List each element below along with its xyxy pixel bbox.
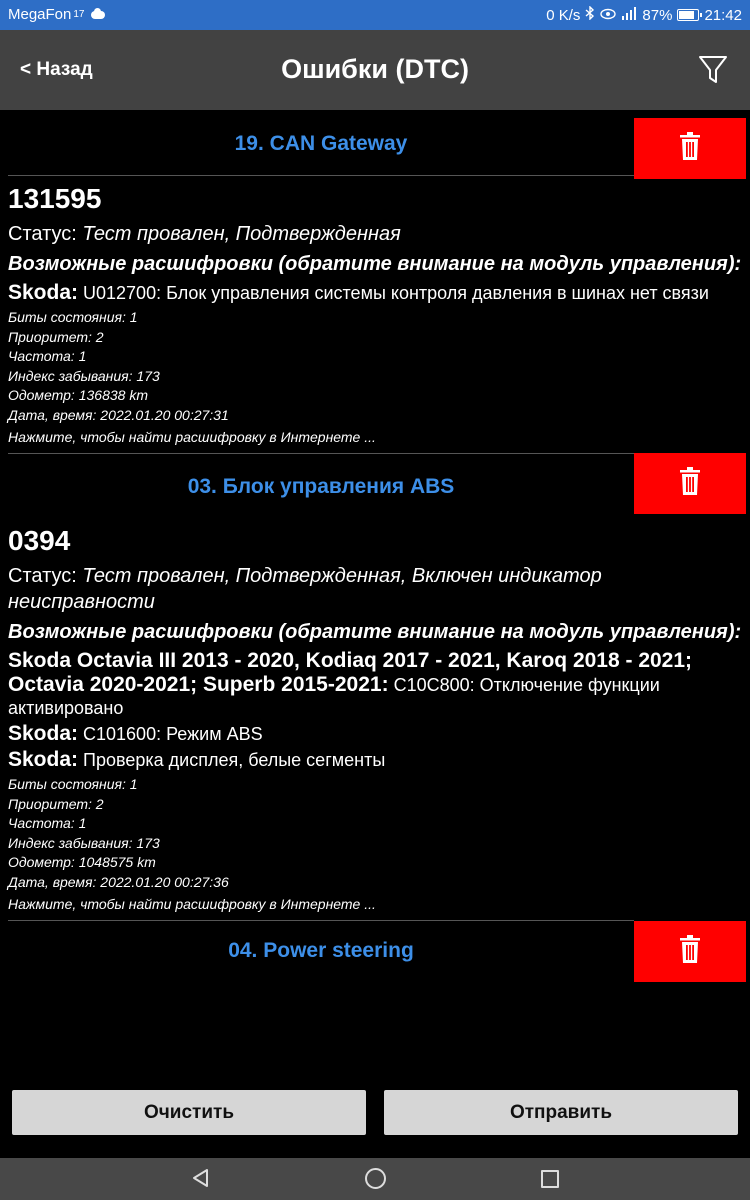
delete-button[interactable] bbox=[634, 118, 746, 179]
cloud-icon bbox=[91, 11, 105, 19]
decode-brand: Skoda Octavia III 2013 - 2020, Kodiaq 2017 - 2021, Karoq 2018 - 2021; Octavia 2020-2021; Superb 2015-2021: bbox=[8, 649, 693, 696]
decode-entry bbox=[8, 649, 742, 720]
nav-home-icon[interactable] bbox=[365, 1168, 386, 1189]
decode-header: Возможные расшифровки (обратите внимание на модуль управления): bbox=[8, 253, 742, 275]
back-button[interactable]: < Назад bbox=[20, 59, 93, 80]
dtc-item[interactable] bbox=[0, 183, 750, 447]
decode-header: Возможные расшифровки (обратите внимание на модуль управления): bbox=[8, 621, 742, 643]
dtc-code: 0394 bbox=[8, 525, 71, 556]
decode-text: C101600: Режим ABS bbox=[78, 724, 263, 744]
filter-icon[interactable] bbox=[698, 54, 728, 86]
signal-note: 17 bbox=[73, 9, 85, 20]
app-header bbox=[0, 30, 750, 110]
search-online-link[interactable]: Нажмите, чтобы найти расшифровку в Интернете ... bbox=[8, 429, 376, 445]
odometer: Одометр: 1048575 km bbox=[8, 854, 156, 870]
decode-entry bbox=[8, 748, 742, 772]
search-online-link[interactable]: Нажмите, чтобы найти расшифровку в Интернете ... bbox=[8, 896, 376, 912]
send-button[interactable]: Отправить bbox=[384, 1090, 738, 1135]
dtc-list[interactable] bbox=[0, 110, 750, 1086]
nav-back-icon[interactable] bbox=[191, 1168, 209, 1193]
status-label: Статус: bbox=[8, 565, 83, 587]
signal-icon bbox=[621, 7, 637, 24]
dtc-code: 131595 bbox=[8, 183, 102, 214]
frequency: Частота: 1 bbox=[8, 348, 87, 364]
clear-button[interactable]: Очистить bbox=[12, 1090, 366, 1135]
navigation-bar bbox=[0, 1158, 750, 1200]
nav-recents-icon[interactable] bbox=[541, 1170, 559, 1188]
clock: 21:42 bbox=[704, 6, 742, 24]
bluetooth-icon bbox=[585, 6, 595, 24]
battery-percent: 87% bbox=[642, 6, 673, 24]
delete-button[interactable] bbox=[634, 453, 746, 514]
status-bar bbox=[0, 0, 750, 30]
module-title[interactable]: 04. Power steering bbox=[228, 939, 414, 962]
status-bits: Биты состояния: 1 bbox=[8, 776, 138, 792]
decode-text: C10C800: Отключение функции активировано bbox=[8, 675, 660, 718]
divider bbox=[8, 175, 634, 176]
decode-text: U012700: Блок управления системы контроля давления в шинах нет связи bbox=[78, 283, 709, 303]
module-title[interactable]: 19. CAN Gateway bbox=[234, 132, 408, 155]
page-title: Ошибки (DTC) bbox=[281, 54, 469, 84]
decode-brand: Skoda: bbox=[8, 722, 79, 745]
decode-text: Проверка дисплея, белые сегменты bbox=[78, 750, 386, 770]
net-speed: 0 K/s bbox=[546, 6, 581, 24]
datetime: Дата, время: 2022.01.20 00:27:31 bbox=[8, 406, 229, 423]
trash-icon bbox=[679, 466, 701, 501]
module-header bbox=[0, 453, 750, 519]
decode-brand: Skoda: bbox=[8, 748, 79, 771]
status-label: Статус: bbox=[8, 223, 83, 245]
trash-icon bbox=[679, 934, 701, 969]
forget-index: Индекс забывания: 173 bbox=[8, 834, 160, 851]
decode-entry bbox=[8, 722, 742, 746]
forget-index: Индекс забывания: 173 bbox=[8, 367, 160, 384]
frequency: Частота: 1 bbox=[8, 815, 87, 831]
dtc-status bbox=[8, 221, 742, 247]
module-header bbox=[0, 921, 750, 987]
priority: Приоритет: 2 bbox=[8, 795, 104, 812]
status-value: Тест провален, Подтвержденная, Включен индикатор неисправности bbox=[8, 565, 602, 613]
decode-brand: Skoda: bbox=[8, 281, 79, 304]
status-bits: Биты состояния: 1 bbox=[8, 309, 138, 325]
module-title[interactable]: 03. Блок управления ABS bbox=[187, 475, 455, 498]
status-value: Тест провален, Подтвержденная bbox=[82, 223, 401, 245]
delete-button[interactable] bbox=[634, 921, 746, 982]
trash-icon bbox=[679, 131, 701, 166]
battery-icon bbox=[677, 9, 699, 21]
module-header bbox=[0, 110, 750, 176]
priority: Приоритет: 2 bbox=[8, 328, 104, 345]
carrier-name: MegaFon bbox=[8, 6, 72, 23]
dtc-item[interactable] bbox=[0, 525, 750, 914]
odometer: Одометр: 136838 km bbox=[8, 387, 148, 403]
dtc-status bbox=[8, 563, 742, 615]
decode-entry bbox=[8, 281, 742, 305]
eye-icon bbox=[600, 7, 616, 24]
datetime: Дата, время: 2022.01.20 00:27:36 bbox=[8, 873, 229, 890]
